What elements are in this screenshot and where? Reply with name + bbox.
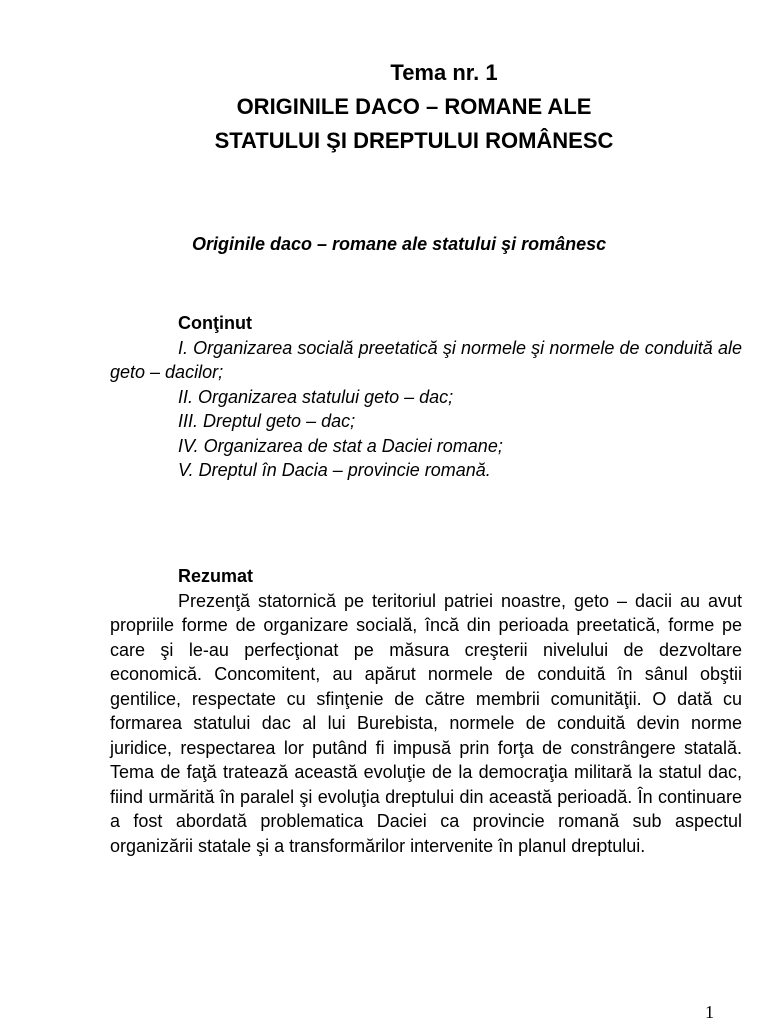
summary-paragraph: Prezenţă statornică pe teritoriul patriei noastre, geto – dacii au avut propriile forme de organizare socială, încă din perioada preetatică, forme pe care şi le-au perfecţionat pe măsura creşterii nivelului de dezvoltare economică. Concomitent, au apărut normele de conduită în sânul obştii gentilice, respectate cu sfinţenie de către membrii comunităţii. O dată cu formarea statului dac al lui Burebista, normele de conduită devin norme juridice, respectarea lor putând fi impusă prin forţa de constrângere statală. Tema de faţă tratează această evoluţie de la democraţia militară la statul dac, fiind urmărită în paralel şi evoluţia dreptului din această perioadă. În continuare a fost abordată problematica Daciei ca provincie romană sub aspectul organizării statale şi a transformărilor intervenite în planul dreptului.	[110, 590, 742, 856]
summary-heading: Rezumat	[178, 566, 254, 586]
contents-item: V. Dreptul în Dacia – provincie romană.	[178, 460, 491, 480]
contents-item: I. Organizarea socială preetatică şi normele şi normele de conduită ale geto – dacilor;	[110, 337, 742, 382]
title-line-2: STATULUI ŞI DREPTULUI ROMÂNESC	[214, 128, 614, 153]
document-title	[0, 56, 768, 158]
contents-item: III. Dreptul geto – dac;	[178, 411, 356, 431]
page-number: 1	[705, 1002, 714, 1022]
contents-item: IV. Organizarea de stat a Daciei romane;	[178, 435, 503, 456]
summary-section	[110, 564, 742, 858]
document-subtitle: Originile daco – romane ale statului şi românesc	[192, 234, 607, 254]
contents-item: II. Organizarea statului geto – dac;	[178, 386, 454, 407]
contents-section	[110, 311, 742, 483]
tema-label: Tema nr. 1	[390, 60, 498, 85]
contents-heading: Conţinut	[178, 313, 252, 333]
title-line-1: ORIGINILE DACO – ROMANE ALE	[236, 94, 592, 119]
